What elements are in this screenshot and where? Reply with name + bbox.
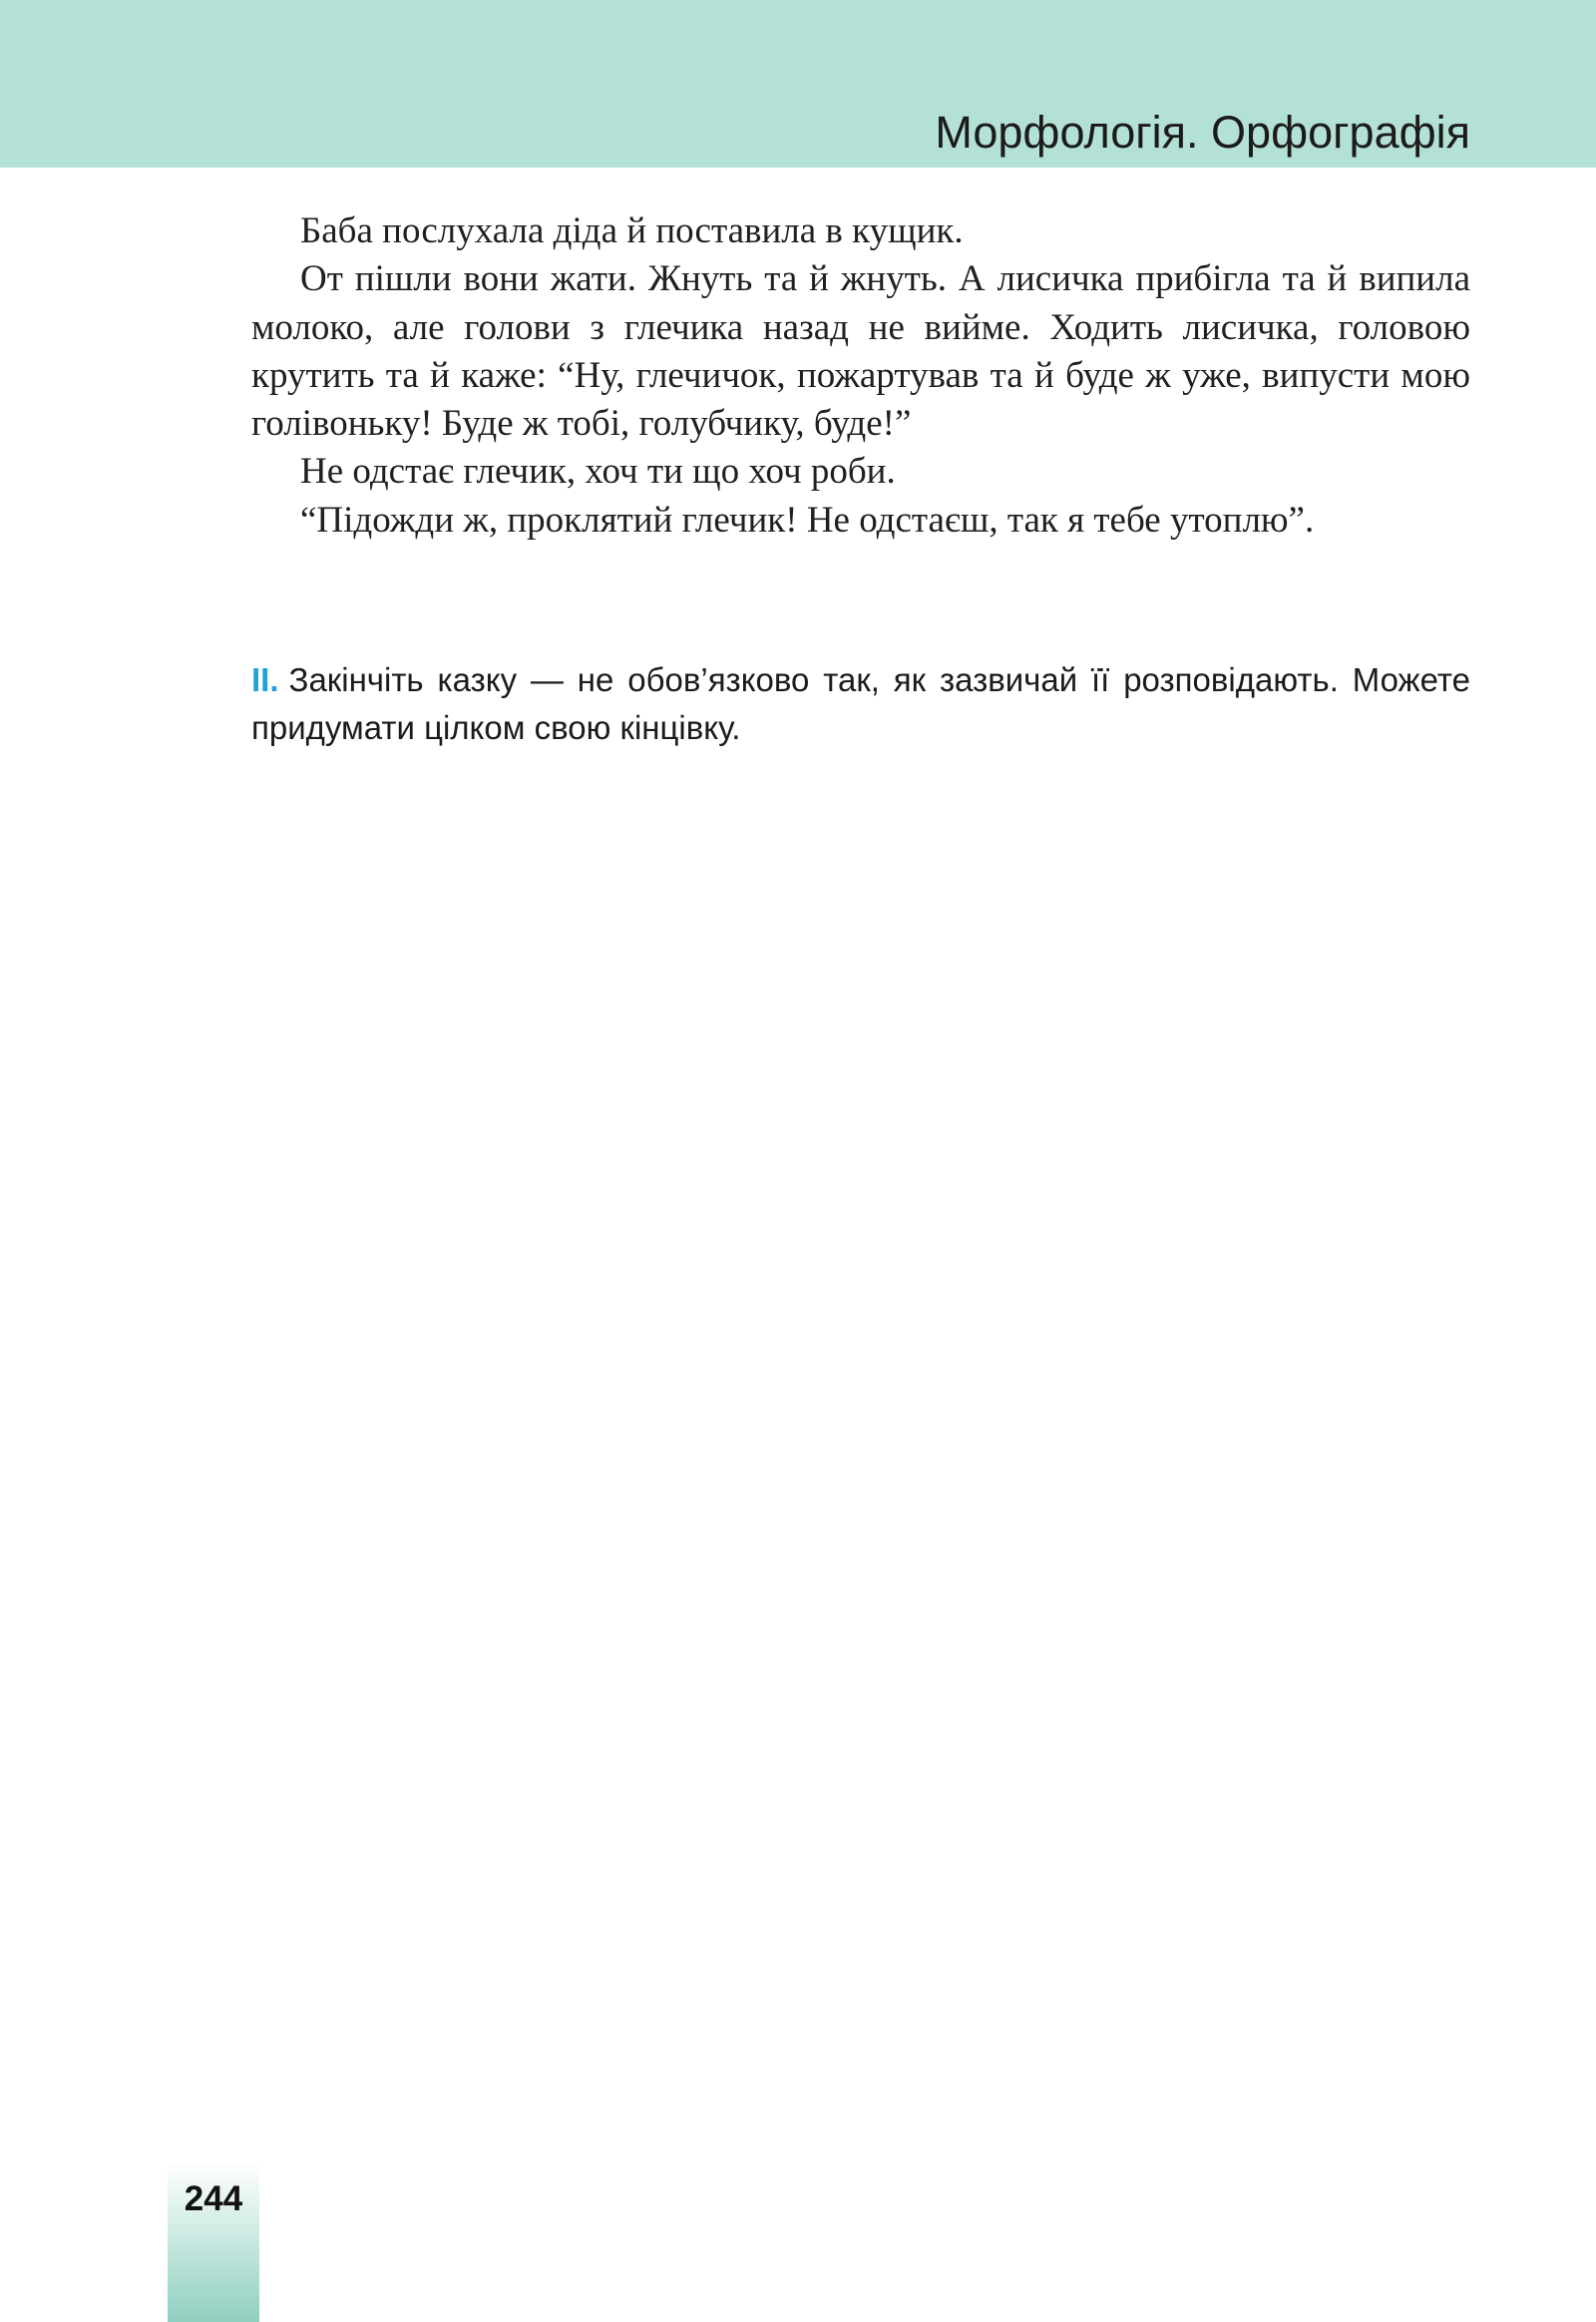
story-paragraph: “Підожди ж, проклятий глечик! Не одстаєш, так я тебе утоплю”. — [300, 499, 1315, 541]
task-number: II. — [251, 661, 279, 698]
story-paragraph: От пішли вони жати. Жнуть та й жнуть. А лисичка прибігла та й випила молоко, але голови з глечика назад не вийме. Ходить лисичка, головою крутить та й каже: “Ну, глечичок, пожартував та й буде ж уже, випусти мою голівоньку! Буде ж тобі, голубчику, буде!” — [251, 258, 1470, 445]
task-text: Закінчіть казку — не обов’язково так, як зазвичай її розповідають. Можете придумати цілком свою кінцівку. — [251, 661, 1470, 746]
running-header-title: Морфологія. Орфографія — [935, 107, 1470, 158]
story-paragraph: Баба послухала діда й поставила в кущик. — [300, 210, 964, 251]
page-number: 244 — [184, 2179, 243, 2218]
story-text — [251, 207, 1470, 545]
task-exercise — [251, 656, 1470, 752]
story-paragraph: Не одстає глечик, хоч ти що хоч роби. — [300, 451, 896, 493]
